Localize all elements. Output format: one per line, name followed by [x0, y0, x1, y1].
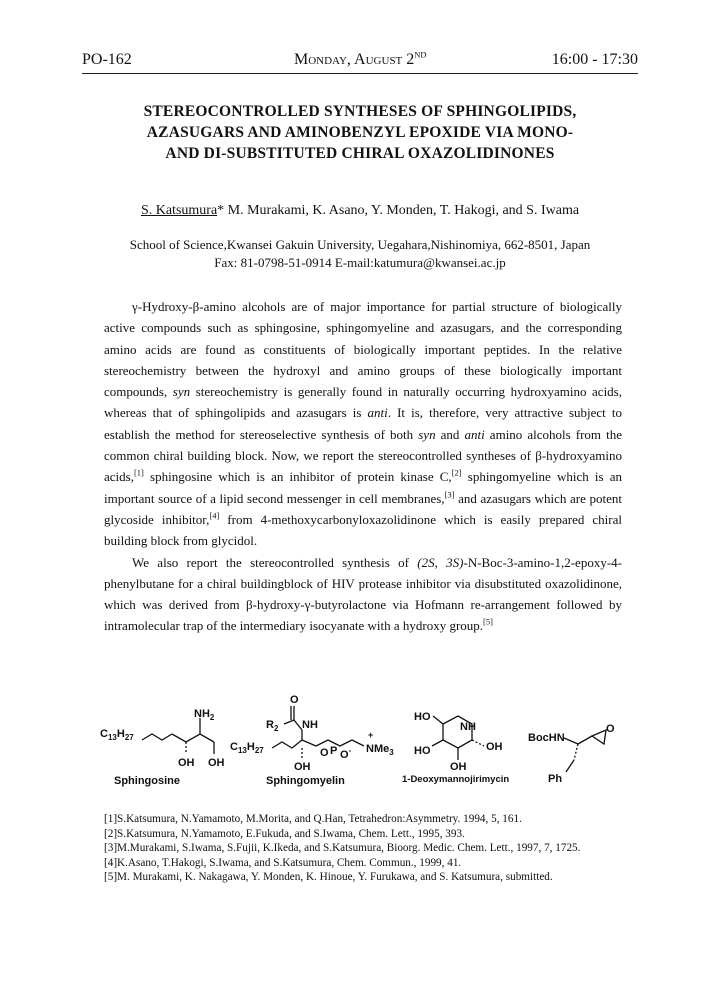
- oh-label-5: OH: [450, 761, 467, 773]
- epoxide-o-label: O: [606, 723, 615, 735]
- paper-title: STEREOCONTROLLED SYNTHESES OF SPHINGOLIPIDS, AZASUGARS AND AMINOBENZYL EPOXIDE VIA MONO- AND DI-SUBSTITUTED CHIRAL OXAZOLIDINONES: [143, 103, 577, 162]
- ring-oh-right-bond: [472, 740, 484, 746]
- sphingosine-label: Sphingosine: [114, 775, 180, 787]
- nme3-label: NMe$_3$: [366, 743, 394, 757]
- reference-2: [2]S.Katsumura, N.Yamamoto, E.Fukuda, and S.Iwama, Chem. Lett., 1995, 393.: [104, 827, 465, 840]
- sphingosine-alkyl-chain: [142, 734, 172, 740]
- reference-4: [4]K.Asano, T.Hakogi, S.Iwama, and S.Katsumura, Chem. Commun., 1999, 41.: [104, 856, 462, 869]
- oh-label-1: OH: [178, 757, 195, 769]
- plus-charge: +: [368, 730, 374, 740]
- c13h27-label-2: $C_{13}H_{27}$: [230, 741, 264, 755]
- epoxide-link: [578, 736, 592, 744]
- o-minus-label: O-: [340, 746, 352, 761]
- r2-label: $R_2$: [266, 719, 279, 733]
- amide-bond: [294, 720, 302, 730]
- reference-list: [104, 812, 624, 885]
- carbonyl-o-label: O: [290, 694, 299, 706]
- phenyl-bond: [566, 760, 574, 772]
- ring-ho-bond: [432, 740, 443, 746]
- bochn-bond: [564, 738, 578, 744]
- abstract-paragraph-1: γ-Hydroxy-β-amino alcohols are of major importance for partial structure of biologically active compounds such as sphingosine, sphingomyeline and azasugars, and the corresponding amino acids are found as constituents of biologically important peptides. In the relative stereochemistry between the hydroxyl and amino groups of these biologically important compounds, syn stereochemistry is generally found in naturally occurring hydroxyamino acids, whereas that of sphingolipids and azasugars is anti. It is, therefore, very attractive subject to establish the method for stereoselective synthesis of both syn and anti amino alcohols from the common chiral building block. Now, we report the stereocontrolled syntheses of β-hydroxyamino acids,[1] sphingosine which is an inhibitor of protein kinase C,[2] sphingomyeline which is an important source of a lipid second messenger in cell membranes,[3] and azasugars which are potent glycoside inhibitor,[4] from 4-methoxycarbonyloxazolidinone which is easily prepared chiral building block from glycidol.: [104, 299, 622, 549]
- oh-label-4: OH: [486, 741, 503, 753]
- presenting-author: S. Katsumura: [140, 203, 218, 218]
- oh-label-3: OH: [294, 761, 311, 773]
- ho-label-1: HO: [414, 711, 431, 723]
- deoxymannojirimycin-label: 1-Deoxymannojirimycin: [402, 774, 510, 785]
- ch2oh-bond: [433, 716, 443, 724]
- nh-label-1: NH: [302, 719, 318, 731]
- sphingosine-backbone: [172, 734, 214, 742]
- reference-5: [5]M. Murakami, K. Nakagawa, Y. Monden, K. Hinoue, Y. Furukawa, and S. Katsumura, submitted.: [104, 871, 553, 884]
- nh2-label: $NH_2$: [194, 708, 215, 722]
- benzyl-bond: [574, 744, 578, 760]
- phosphocholine-chain: [316, 740, 364, 746]
- session-time: 16:00 - 17:30: [551, 51, 638, 68]
- epoxide-ring: [592, 730, 606, 744]
- r2-bond: [284, 720, 294, 724]
- nh-label-2: NH: [460, 721, 476, 733]
- phosphorus-label: P: [330, 745, 338, 757]
- sphingomyelin-label: Sphingomyelin: [266, 775, 345, 787]
- reference-1: [1]S.Katsumura, N.Yamamoto, M.Morita, and Q.Han, Tetrahedron:Asymmetry. 1994, 5, 161.: [104, 813, 522, 825]
- sphingomyelin-chain: [272, 740, 316, 748]
- bochn-label: BocHN: [528, 732, 565, 744]
- o-label-2: O: [320, 747, 329, 759]
- author-list: S. Katsumura* M. Murakami, K. Asano, Y. Monden, T. Hakogi, and S. Iwama: [140, 203, 580, 218]
- structures-figure: [96, 690, 636, 805]
- abstract-paragraph-2: We also report the stereocontrolled synthesis of (2S, 3S)-N-Boc-3-amino-1,2-epoxy-4-phenylbutane for a chiral buildingblock of HIV protease inhibitor via disubstituted oxazolidinone, which was derived from β-hydroxy-γ-butyrolactone via Hofmann re-arrangement followed by intramolecular trap of the intermediary isocyanate with a hydroxy group.[5]: [104, 554, 622, 634]
- affiliation: School of Science,Kwansei Gakuin University, Uegahara,Nishinomiya, 662-8501, Japan Fax: 81-0798-51-0914 E-mail:katumura@kwansei.ac.jp: [129, 237, 591, 270]
- reference-3: [3]M.Murakami, S.Iwama, S.Fujii, K.Ikeda, and S.Katsumura, Bioorg. Medic. Chem. Lett., 1997, 7, 1725.: [104, 842, 581, 855]
- abstract-body: [104, 296, 622, 637]
- session-day: Monday, August 2ND: [294, 49, 427, 68]
- ho-label-2: HO: [414, 745, 431, 757]
- page-header: [82, 47, 638, 74]
- c13h27-label-1: $C_{13}H_{27}$: [100, 728, 134, 742]
- oh-label-2: OH: [208, 757, 225, 769]
- phenyl-label: Ph: [548, 773, 563, 785]
- session-code: PO-162: [82, 51, 132, 68]
